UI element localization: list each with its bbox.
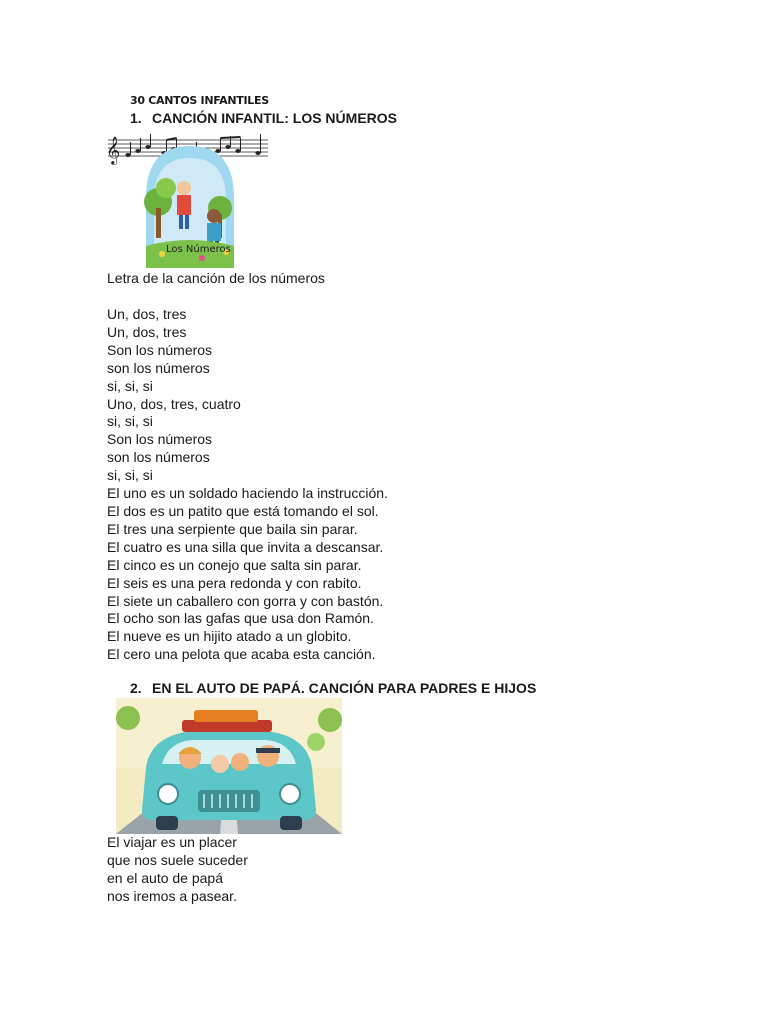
document-header: 30 CANTOS INFANTILES xyxy=(130,94,269,107)
lyric-line: son los números xyxy=(107,449,210,466)
los-numeros-caption: Los Números xyxy=(166,244,231,255)
lyric-line: Son los números xyxy=(107,431,213,448)
lyric-line: El siete un caballero con gorra y con bastón. xyxy=(107,592,384,609)
section-1-number: 1. xyxy=(130,110,142,126)
section-2-title: EN EL AUTO DE PAPÁ. CANCIÓN PARA PADRES E HIJOS xyxy=(152,680,537,696)
section-1-heading xyxy=(130,110,397,126)
lyric-line: El seis es una pera redonda y con rabito. xyxy=(107,574,362,591)
lyric-line: si, si, si xyxy=(107,467,153,484)
lyric-line: en el auto de papá xyxy=(107,869,223,886)
lyric-line: El viajar es un placer xyxy=(107,834,237,850)
section-1-title: CANCIÓN INFANTIL: LOS NÚMEROS xyxy=(152,110,397,126)
lyric-line: Un, dos, tres xyxy=(107,323,187,340)
lyric-line: Uno, dos, tres, cuatro xyxy=(107,395,241,412)
lyric-line: El ocho son las gafas que usa don Ramón. xyxy=(107,610,374,627)
lyric-line: El nueve es un hijito atado a un globito. xyxy=(107,628,352,645)
lyric-line: son los números xyxy=(107,359,210,376)
lyrics-auto-papa xyxy=(107,834,248,906)
lyrics-numeros xyxy=(107,306,388,664)
lyric-line: que nos suele suceder xyxy=(107,851,248,868)
lyric-line: si, si, si xyxy=(107,413,153,430)
lyric-line: El tres una serpiente que baila sin parar. xyxy=(107,520,358,537)
lyric-line: Un, dos, tres xyxy=(107,306,187,322)
lyric-line: El dos es un patito que está tomando el sol. xyxy=(107,502,379,519)
lyric-line: El cuatro es una silla que invita a descansar. xyxy=(107,538,384,555)
family-car-illustration xyxy=(116,698,342,834)
lyric-line: Son los números xyxy=(107,341,213,358)
lyrics-subtitle: Letra de la canción de los números xyxy=(107,270,325,286)
lyric-line: El uno es un soldado haciendo la instrucción. xyxy=(107,485,388,502)
section-2-number: 2. xyxy=(130,680,142,696)
section-2-heading xyxy=(130,680,536,696)
lyric-line: si, si, si xyxy=(107,377,153,394)
lyric-line: nos iremos a pasear. xyxy=(107,887,237,904)
lyric-line: El cinco es un conejo que salta sin parar. xyxy=(107,556,362,573)
treble-clef-icon: 𝄞 xyxy=(106,136,121,164)
los-numeros-illustration xyxy=(106,128,272,270)
lyric-line: El cero una pelota que acaba esta canción. xyxy=(107,646,376,663)
